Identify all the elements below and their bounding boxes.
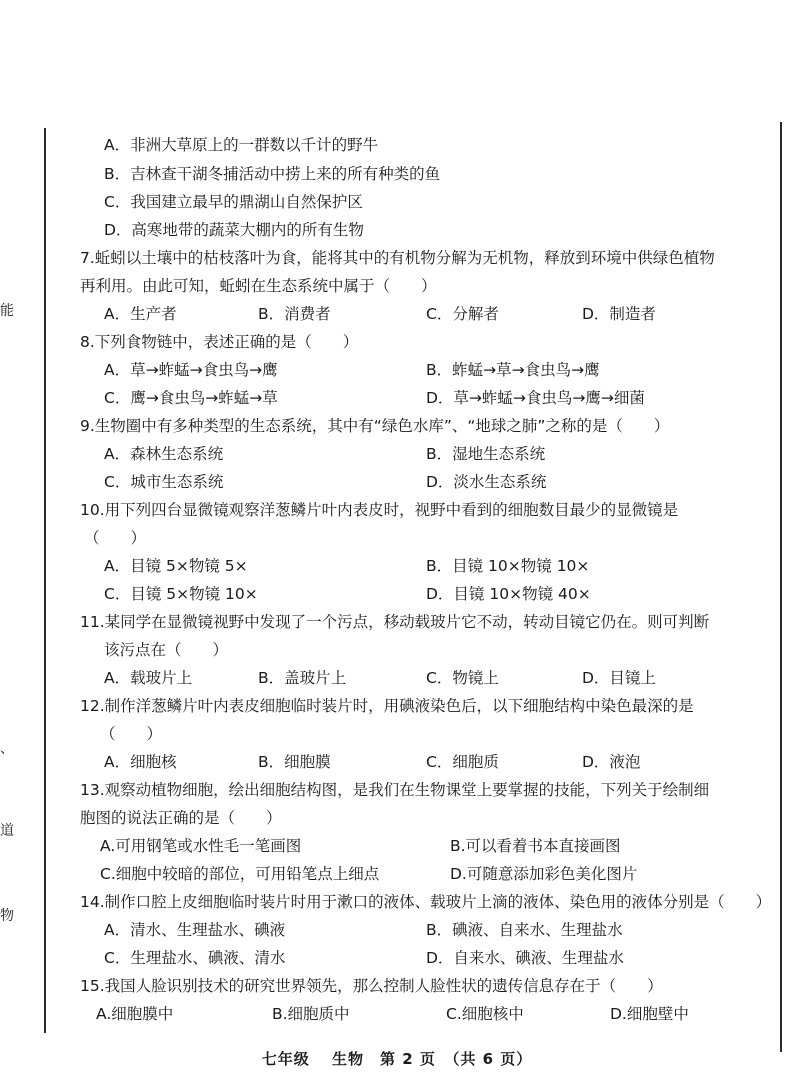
option: D．目镜 10×物镜 40×: [426, 585, 591, 603]
question-stem: 9.生物圈中有多种类型的生态系统，其中有“绿色水库”、“地球之肺”之称的是（ ）: [80, 417, 670, 435]
question-stem: 14.制作口腔上皮细胞临时装片时用于漱口的液体、载玻片上滴的液体、染色用的液体分别是（ ）: [80, 893, 772, 911]
option: A.可用钢笔或水性毛一笔画图: [100, 837, 302, 855]
question-stem: 再利用。由此可知，蚯蚓在生态系统中属于（ ）: [80, 277, 437, 295]
option: D.可随意添加彩色美化图片: [450, 865, 638, 883]
margin-char: 道: [0, 823, 14, 839]
question-stem: 11.某同学在显微镜视野中发现了一个污点，移动载玻片它不动，转动目镜它仍在。则可判断: [80, 613, 710, 631]
option: A．清水、生理盐水、碘液: [104, 921, 286, 939]
option: D.细胞壁中: [610, 1005, 689, 1023]
option: C．物镜上: [426, 669, 499, 687]
option: B．细胞膜: [258, 753, 331, 771]
option: B．盖玻片上: [258, 669, 347, 687]
option: A．森林生态系统: [104, 445, 224, 463]
option: B．吉林查干湖冬捕活动中捞上来的所有种类的鱼: [104, 165, 441, 183]
margin-char: 、: [0, 741, 14, 757]
option: A．非洲大草原上的一群数以千计的野牛: [104, 136, 379, 154]
right-border-line: [780, 122, 782, 1052]
question-stem: 胞图的说法正确的是（ ）: [80, 809, 282, 827]
option: A．生产者: [104, 305, 177, 323]
option: C．目镜 5×物镜 10×: [104, 585, 258, 603]
option: B．碘液、自来水、生理盐水: [426, 921, 623, 939]
option: C．城市生态系统: [104, 473, 224, 491]
option: D．草→蚱蜢→食虫鸟→鹰→细菌: [426, 389, 645, 407]
option: D．自来水、碘液、生理盐水: [426, 949, 624, 967]
option: B.细胞质中: [272, 1005, 350, 1023]
question-stem: 10.用下列四台显微镜观察洋葱鳞片叶内表皮时，视野中看到的细胞数目最少的显微镜是: [80, 501, 679, 519]
option: B．目镜 10×物镜 10×: [426, 557, 590, 575]
question-stem: 15.我国人脸识别技术的研究世界领先，那么控制人脸性状的遗传信息存在于（ ）: [80, 977, 663, 995]
question-stem: 7.蚯蚓以土壤中的枯枝落叶为食，能将其中的有机物分解为无机物，释放到环境中供绿色植物: [80, 249, 715, 267]
option: D．高寒地带的蔬菜大棚内的所有生物: [104, 221, 364, 239]
option: C．鹰→食虫鸟→蚱蜢→草: [104, 389, 278, 407]
option: B．蚱蜢→草→食虫鸟→鹰: [426, 361, 600, 379]
page-footer: 七年级 生物 第 2 页 （共 6 页）: [261, 1050, 533, 1068]
question-stem: 8.下列食物链中，表述正确的是（ ）: [80, 333, 359, 351]
option: B.可以看着书本直接画图: [450, 837, 621, 855]
option: D．淡水生态系统: [426, 473, 547, 491]
option: C．我国建立最早的鼎湖山自然保护区: [104, 193, 363, 211]
option: A．细胞核: [104, 753, 177, 771]
option: A.细胞膜中: [96, 1005, 174, 1023]
option: D．目镜上: [582, 669, 656, 687]
margin-char: 能: [0, 303, 14, 319]
margin-char: 物: [0, 908, 14, 924]
question-stem: 12.制作洋葱鳞片叶内表皮细胞临时装片时，用碘液染色后，以下细胞结构中染色最深的是: [80, 697, 694, 715]
option: D．液泡: [582, 753, 641, 771]
question-stem: （ ）: [84, 529, 147, 547]
question-stem: 13.观察动植物细胞，绘出细胞结构图，是我们在生物课堂上要掌握的技能，下列关于绘制细: [80, 781, 710, 799]
option: B．消费者: [258, 305, 331, 323]
option: C．分解者: [426, 305, 499, 323]
question-stem: （ ）: [100, 725, 163, 743]
option: A．草→蚱蜢→食虫鸟→鹰: [104, 361, 278, 379]
option: B．湿地生态系统: [426, 445, 546, 463]
option: C．生理盐水、碘液、清水: [104, 949, 286, 967]
option: D．制造者: [582, 305, 656, 323]
left-border-line: [44, 128, 46, 1033]
question-stem: 该污点在（ ）: [104, 641, 229, 659]
option: A．载玻片上: [104, 669, 193, 687]
option: C.细胞核中: [446, 1005, 524, 1023]
option: A．目镜 5×物镜 5×: [104, 557, 248, 575]
option: C.细胞中较暗的部位，可用铅笔点上细点: [100, 865, 380, 883]
option: C．细胞质: [426, 753, 499, 771]
